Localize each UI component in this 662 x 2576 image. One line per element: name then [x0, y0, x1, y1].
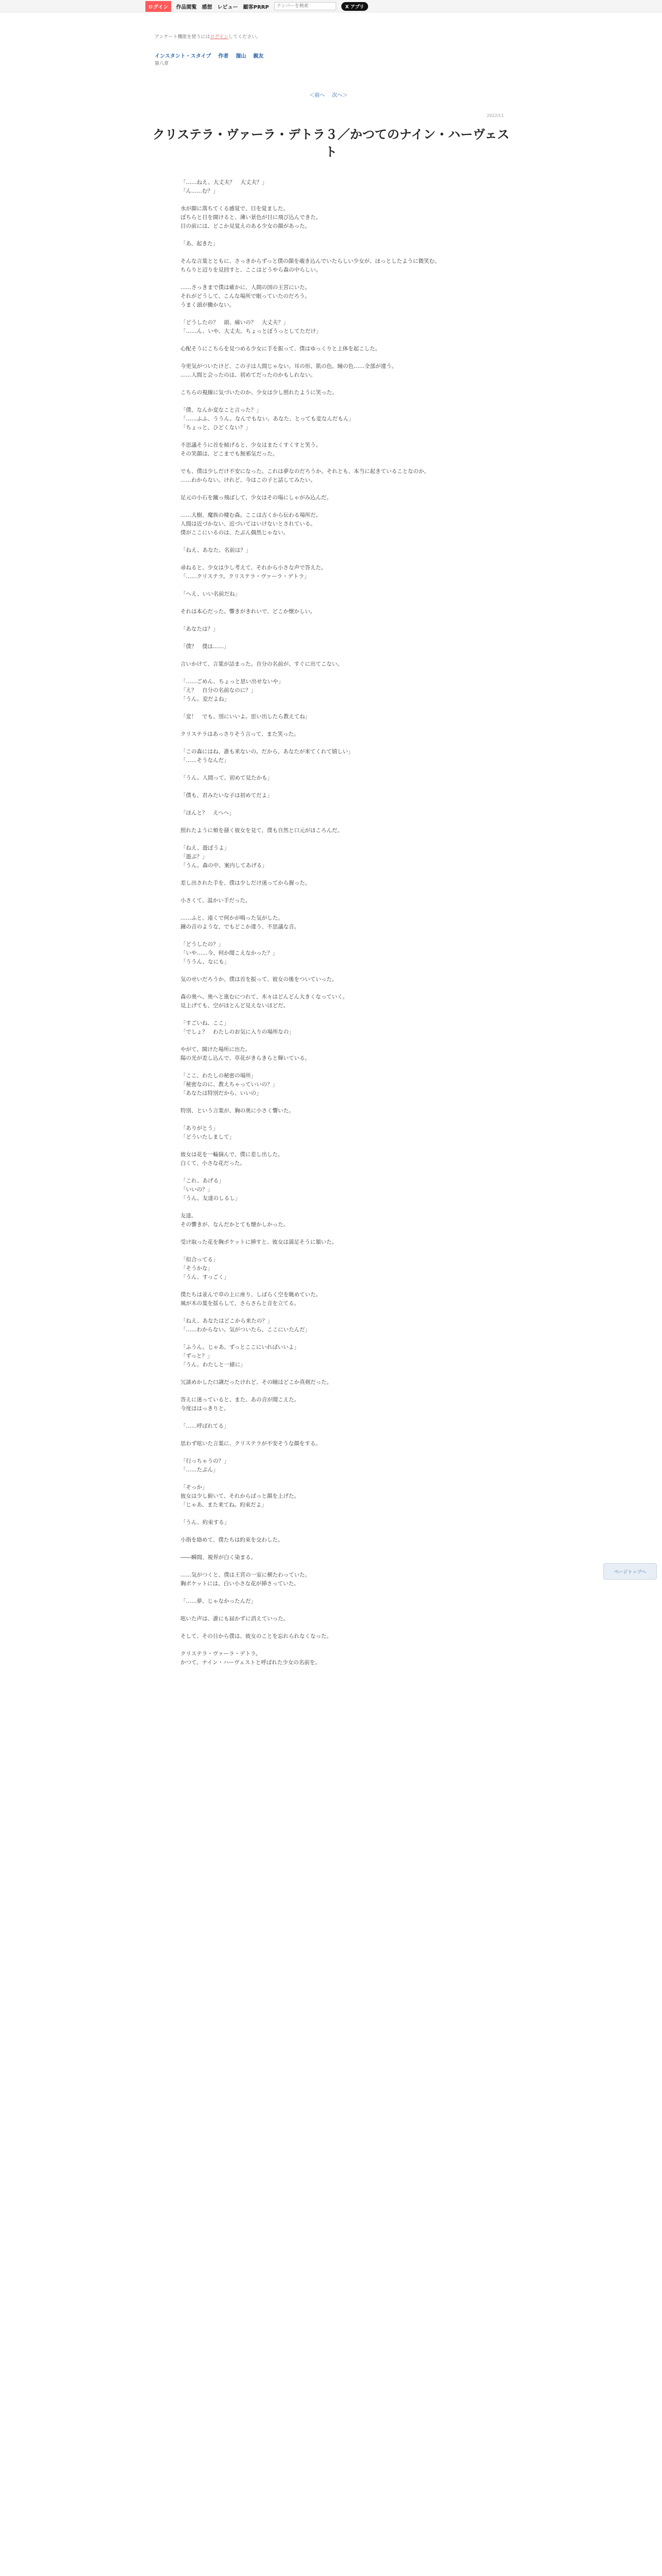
story-paragraph: 気のせいだろうか。僕は首を振って、彼女の後をついていった。	[180, 976, 338, 982]
story-paragraph: 「行っちゃうの？」 「……たぶん」	[180, 1458, 229, 1473]
story-paragraph: 「あ、起きた」	[180, 241, 219, 247]
story-paragraph: 「変！ でも、別にいいよ。思い出したら教えてね」	[180, 714, 310, 720]
story-paragraph: 尋ねると、少女は少し考えて、それから小さな声で答えた。 「……クリステラ。クリステラ・ヴァーラ・デトラ」	[180, 565, 327, 580]
story-paragraph: 「うん。人間って、初めて見たかも」	[180, 775, 273, 781]
story-paragraph: 「ねえ、あなた、名前は？」	[180, 547, 252, 553]
story-paragraph: 「似合ってる」 「そうかな」 「うん、すっごく」	[180, 1257, 229, 1280]
story-paragraph: 「ねえ、遊ぼうよ」 「遊ぶ？」 「うん。森の中、案内してあげる」	[180, 845, 268, 869]
story-paragraph: 「ありがとう」 「どういたしまして」	[180, 1125, 235, 1140]
notice-prefix: アンケート機能を使うには	[155, 35, 210, 40]
story-paragraph: 差し出された手を、僕は少しだけ迷ってから握った。	[180, 880, 310, 886]
story-paragraph: 照れたように頬を掻く彼女を見て、僕も自然と口元がほころんだ。	[180, 827, 343, 834]
story-paragraph: ……大樹、魔族の棲む森。ここは古くから伝わる場所だ。 人間は近づかない、近づいてはいけないとされている。 僕がここにいるのは、たぶん偶然じゃない。	[180, 512, 321, 536]
notice-suffix: してください。	[228, 35, 261, 40]
story-paragraph: 「どうしたの？ 頭、痛いの？ 大丈夫？」 「……ん、いや、大丈夫。ちょっとぼうっとしてただけ」	[180, 319, 322, 334]
story-paragraph: 特別、という言葉が、胸の奥に小さく響いた。	[180, 1108, 294, 1114]
story-paragraph: こちらの視線に気づいたのか、少女は少し照れたように笑った。	[180, 389, 338, 396]
notice-login-link[interactable]: ログイン	[210, 35, 229, 40]
story-paragraph: 「これ、あげる」 「いいの？」 「うん。友達のしるし」	[180, 1178, 241, 1201]
story-paragraph: 小さくて、温かい手だった。	[180, 897, 251, 904]
story-paragraph: 答えに迷っていると、また、あの音が聞こえた。 今度ははっきりと。	[180, 1397, 300, 1412]
top-bar	[0, 0, 662, 12]
story-paragraph: そして、その日から僕は、彼女のことを忘れられなくなった。	[180, 1633, 332, 1639]
story-paragraph: 「どうしたの？」 「いや……今、何か聞こえなかった？」 「ううん、なにも」	[180, 941, 278, 965]
top-bar-inner	[145, 0, 368, 12]
series-line	[155, 52, 263, 59]
login-button[interactable]: ログイン	[145, 1, 171, 12]
story-paragraph: 僕たちは並んで草の上に座り、しばらく空を眺めていた。 風が木の葉を揺らして、さらさらと音を立てる。	[180, 1292, 321, 1307]
series-label-1[interactable]: 溜山	[236, 54, 246, 59]
story-paragraph: 「……ごめん、ちょっと思い出せないや」 「え？ 自分の名前なのに？」 「うん。変だよね」	[180, 679, 284, 702]
login-notice	[155, 33, 261, 40]
story-paragraph: ……さっきまで僕は確かに、人間の国の王宮にいた。 それがどうして、こんな場所で眠っていたのだろう。 うまく頭が働かない。	[180, 284, 310, 308]
story-paragraph: 友達。 その響きが、なんだかとても懐かしかった。	[180, 1213, 289, 1228]
story-paragraph: やがて、開けた場所に出た。 陽の光が差し込んで、草花がきらきらと輝いている。	[180, 1046, 310, 1061]
prev-link[interactable]: ＜前へ	[309, 93, 325, 98]
story-paragraph: 「ねえ、あなたはどこから来たの？」 「……わからない。気がついたら、ここにいたんだ」	[180, 1318, 310, 1333]
story-paragraph: 「……呼ばれてる」	[180, 1423, 229, 1429]
story-paragraph: ……気がつくと、僕は王宮の一室に横たわっていた。 胸ポケットには、白い小さな花が挿さっていた。	[180, 1572, 310, 1587]
story-paragraph: 「……ねえ、大丈夫？ 大丈夫？」 「ん……む？」	[180, 179, 268, 194]
story-paragraph: 「へえ、いい名前だね」	[180, 591, 241, 597]
story-paragraph: 足元の小石を蹴っ飛ばして、少女はその場にしゃがみ込んだ。	[180, 495, 332, 501]
story-paragraph: 「僕、なんか変なこと言った？」 「……ふふ、ううん。なんでもない。あなた、とっても変なんだもん」 「ちょっと、ひどくない？」	[180, 407, 354, 431]
search-input[interactable]	[274, 2, 336, 10]
app-badge[interactable]: X アプリ	[341, 2, 369, 11]
story-paragraph: そんな言葉とともに、さっきからずっと僕の顔を覗き込んでいたらしい少女が、ほっとしたように微笑む。 ちらりと辺りを見回すと、ここはどうやら森の中らしい。	[180, 258, 440, 273]
story-paragraph: 「ふうん。じゃあ、ずっとここにいればいいよ」 「ずっと？」 「うん。わたしと一緒に」	[180, 1344, 300, 1368]
story-paragraph: 「……夢、じゃなかったんだ」	[180, 1598, 256, 1604]
story-body	[180, 178, 482, 1676]
nav-works[interactable]: 作品閲覧	[176, 4, 197, 10]
story-paragraph: 彼女は花を一輪摘んで、僕に差し出した。 白くて、小さな花だった。	[180, 1151, 284, 1166]
story-paragraph: クリステラはあっさりそう言って、また笑った。	[180, 731, 300, 737]
story-paragraph: 「すごいね、ここ」 「でしょ？ わたしのお気に入りの場所なの」	[180, 1020, 294, 1035]
story-paragraph: ……ふと、遠くで何かが鳴った気がした。 鐘の音のような、でもどこか違う、不思議な音。	[180, 915, 300, 930]
story-paragraph: 森の奥へ、奥へと進むにつれて、木々はどんどん大きくなっていく。 見上げても、空がほとんど見えないほどだ。	[180, 994, 348, 1009]
page-title: クリステラ・ヴァーラ・デトラ３／かつてのナイン・ハーヴェスト	[152, 127, 510, 159]
story-paragraph: 今更気がついたけど、この子は人間じゃない。耳の形、肌の色、瞳の色……全部が違う。 ……人間と会ったのは、初めてだったのかもしれない。	[180, 363, 397, 378]
story-paragraph: 「僕？ 僕は……」	[180, 643, 229, 650]
story-paragraph: 受け取った花を胸ポケットに挿すと、彼女は満足そうに頷いた。	[180, 1239, 337, 1245]
episode-label: 第八章	[155, 61, 169, 66]
series-label-2[interactable]: 親友	[253, 54, 264, 59]
page-top-button[interactable]: ページトップへ	[603, 1563, 657, 1580]
story-paragraph: 「あなたは？」	[180, 626, 219, 632]
story-paragraph: でも、僕は少しだけ不安になった。これは夢なのだろうか。それとも、本当に起きていることなのか。 ……わからない。けれど、今はこの子と話してみたい。	[180, 468, 429, 483]
nav-reviews[interactable]: レビュー	[217, 4, 238, 10]
story-paragraph: 「ここ、わたしの秘密の場所」 「秘密なのに、教えちゃっていいの？」 「あなたは特別だから、いいの」	[180, 1073, 278, 1096]
story-paragraph: 「ほんと？ えへへ」	[180, 810, 235, 816]
story-paragraph: 思わず呟いた言葉に、クリステラが不安そうな顔をする。	[180, 1440, 321, 1447]
story-paragraph: クリステラ・ヴァーラ・デトラ。 かつて、ナイン・ハーヴェストと呼ばれた少女の名前を。	[180, 1651, 321, 1666]
story-paragraph: それは本心だった。響きがきれいで、どこか懐かしい。	[180, 608, 316, 615]
next-link[interactable]: 次へ＞	[332, 93, 347, 98]
series-label-author: 作者	[218, 54, 229, 59]
story-paragraph: ――瞬間、視界が白く染まる。	[180, 1554, 256, 1561]
story-paragraph: 冗談めかした口調だったけれど、その瞳はどこか真剣だった。	[180, 1379, 332, 1385]
nav-customer[interactable]: 顧客PRRP	[243, 4, 269, 10]
story-paragraph: 心配そうにこちらを見つめる少女に手を振って、僕はゆっくりと上体を起こした。	[180, 346, 381, 352]
episode-nav	[309, 91, 347, 98]
story-paragraph: 不思議そうに首を傾げると、少女はまたくすくすと笑う。 その笑顔は、どこまでも無邪気だった。	[180, 442, 321, 457]
series-name[interactable]: インスタント・スタイプ	[155, 54, 211, 59]
nav-impressions[interactable]: 感想	[202, 4, 212, 10]
story-paragraph: 水が顔に落ちてくる感覚で、目を覚ました。 ぼちらと目を開けると、薄い景色が目に飛び込んできた。 目の前には、どこか見覚えのある少女の顔があった。	[180, 206, 321, 229]
story-paragraph: 「そっか」 彼女は少し俯いて、それからぱっと顔を上げた。 「じゃあ、また来てね。約束だよ」	[180, 1484, 300, 1508]
story-paragraph: 言いかけて、言葉が詰まった。自分の名前が、すぐに出てこない。	[180, 661, 343, 667]
story-paragraph: 「この森にはね、誰も来ないの。だから、あなたが来てくれて嬉しい」 「……そうなんだ」	[180, 749, 354, 764]
post-date: 2022/11	[487, 113, 504, 118]
story-paragraph: 「僕も、君みたいな子は初めてだよ」	[180, 792, 273, 799]
story-paragraph: 「うん、約束する」	[180, 1519, 230, 1526]
story-paragraph: 小指を絡めて、僕たちは約束を交わした。	[180, 1537, 284, 1543]
story-paragraph: 呟いた声は、誰にも届かずに消えていった。	[180, 1616, 289, 1622]
